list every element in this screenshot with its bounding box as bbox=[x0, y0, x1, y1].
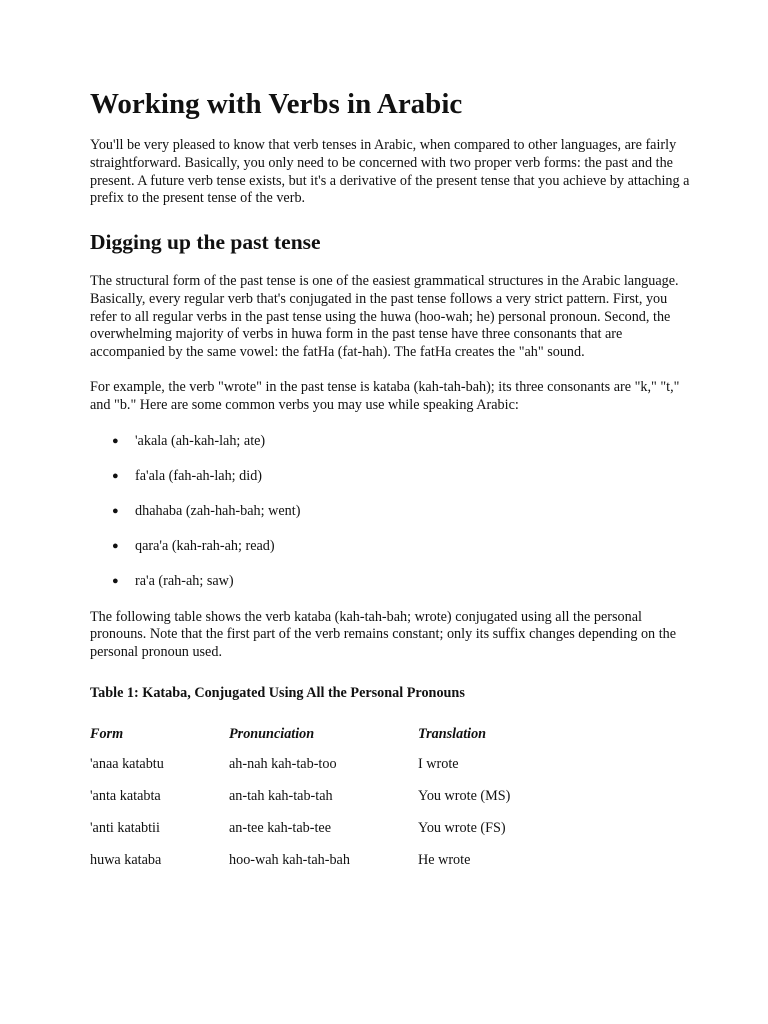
bullet-icon: ● bbox=[112, 504, 119, 517]
bullet-icon: ● bbox=[112, 469, 119, 482]
cell-form: 'anti katabtii bbox=[90, 820, 160, 837]
table-intro-paragraph: The following table shows the verb kataba (kah-tah-bah; wrote) conjugated using all the personal pronouns. Note that the first part of the verb remains constant; only its suffix changes depending on the personal pronoun used. bbox=[90, 608, 677, 660]
section-heading: Digging up the past tense bbox=[90, 229, 321, 254]
list-item: ● fa'ala (fah-ah-lah; did) bbox=[112, 467, 263, 484]
cell-translation: I wrote bbox=[418, 756, 459, 773]
table-row bbox=[90, 756, 618, 788]
table-caption: Table 1: Kataba, Conjugated Using All the Personal Pronouns bbox=[90, 685, 465, 702]
verb-list bbox=[90, 433, 690, 591]
header-form: Form bbox=[90, 726, 124, 743]
page-title: Working with Verbs in Arabic bbox=[90, 88, 463, 120]
bullet-icon: ● bbox=[112, 540, 119, 553]
cell-form: huwa kataba bbox=[90, 852, 162, 869]
example-paragraph: For example, the verb "wrote" in the past tense is kataba (kah-tah-bah); its three consonants are "k," "t," and "b." Here are some common verbs you may use while speaking Arabic: bbox=[90, 379, 680, 413]
past-tense-paragraph: The structural form of the past tense is one of the easiest grammatical structures in the Arabic language. Basically, every regular verb that's conjugated in the past tense follows a very strict pattern. First, you refer to all regular verbs in the past tense using the huwa (hoo-wah; he) personal pronoun. Second, the overwhelming majority of verbs in huwa form in the past tense have three consonants that are accompanied by the same vowel: the fatHa (fat-hah). The fatHa creates the "ah" sound. bbox=[90, 273, 679, 360]
cell-translation: He wrote bbox=[418, 852, 471, 869]
conjugation-table bbox=[90, 726, 618, 884]
document-page bbox=[90, 88, 690, 884]
cell-pronunciation: an-tee kah-tab-tee bbox=[229, 820, 332, 837]
cell-translation: You wrote (MS) bbox=[418, 788, 511, 805]
cell-form: 'anaa katabtu bbox=[90, 756, 164, 773]
list-item: ● qara'a (kah-rah-ah; read) bbox=[112, 538, 275, 555]
table-row bbox=[90, 788, 618, 820]
bullet-icon: ● bbox=[112, 575, 119, 588]
header-pronunciation: Pronunciation bbox=[229, 726, 315, 743]
table-row bbox=[90, 852, 618, 884]
cell-pronunciation: an-tah kah-tab-tah bbox=[229, 788, 333, 805]
header-translation: Translation bbox=[418, 726, 487, 743]
intro-paragraph: You'll be very pleased to know that verb tenses in Arabic, when compared to other languages, are fairly straightforward. Basically, you only need to be concerned with two proper verb forms: the past and the present. A future verb tense exists, but it's a derivative of the present tense that you achieve by attaching a prefix to the present tense of the verb. bbox=[90, 137, 690, 207]
cell-pronunciation: ah-nah kah-tab-too bbox=[229, 756, 337, 773]
cell-pronunciation: hoo-wah kah-tah-bah bbox=[229, 852, 350, 869]
list-item: ● 'akala (ah-kah-lah; ate) bbox=[112, 432, 266, 449]
cell-translation: You wrote (FS) bbox=[418, 820, 506, 837]
list-item: ● ra'a (rah-ah; saw) bbox=[112, 573, 234, 590]
table-header-row bbox=[90, 726, 618, 756]
bullet-icon: ● bbox=[112, 434, 119, 447]
table-row bbox=[90, 820, 618, 852]
cell-form: 'anta katabta bbox=[90, 788, 161, 805]
list-item: ● dhahaba (zah-hah-bah; went) bbox=[112, 502, 301, 519]
